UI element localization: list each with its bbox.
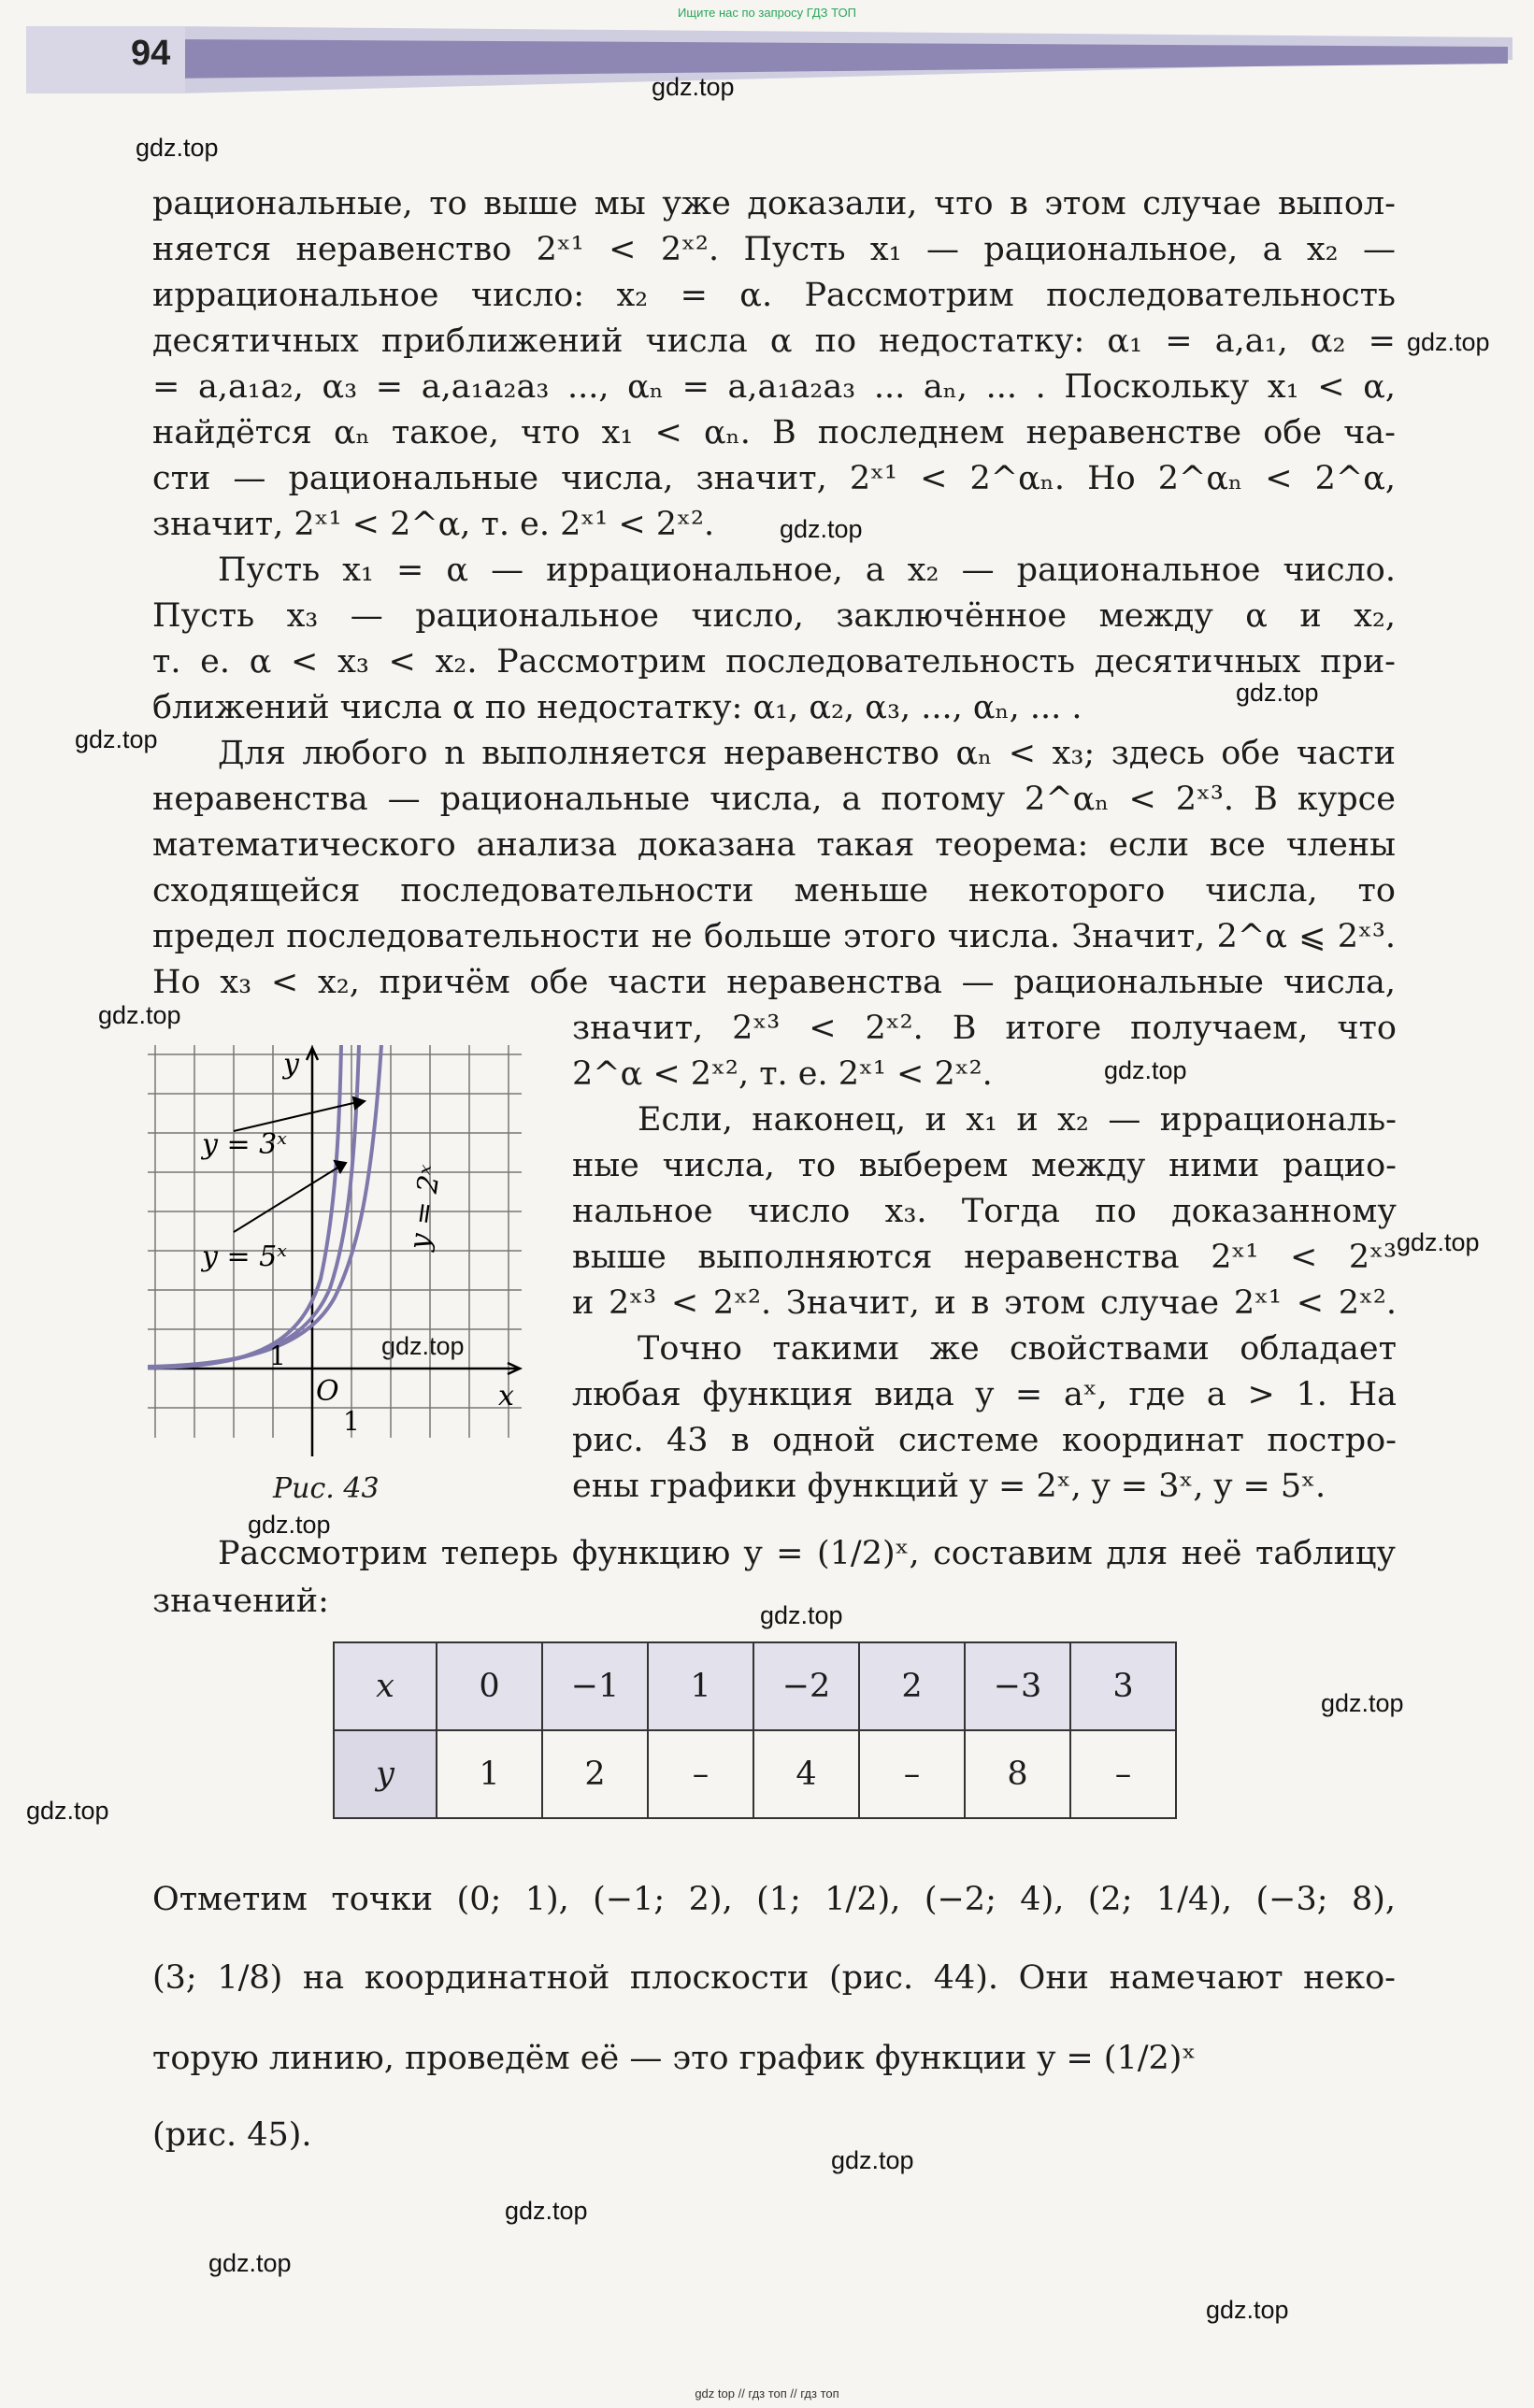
text-line: Для любого n выполняется неравенство αₙ < x₃; здесь обе части — [218, 735, 1396, 772]
figure-caption: Рис. 43 — [273, 1472, 380, 1505]
values-table — [333, 1641, 1177, 1819]
text-line: значений: — [152, 1583, 329, 1620]
text-line: предел последовательности не больше этого числа. Значит, 2^α ⩽ 2ˣ³. — [152, 918, 1396, 955]
text-line: сти — рациональные числа, значит, 2ˣ¹ < 2^αₙ. Но 2^αₙ < 2^α, — [152, 460, 1396, 497]
text-line: значит, 2ˣ¹ < 2^α, т. е. 2ˣ¹ < 2ˣ². — [152, 506, 715, 543]
watermark: gdz.top — [652, 73, 735, 101]
table-cell: – — [648, 1730, 753, 1818]
table-cell: 2 — [859, 1642, 965, 1730]
text-line: Если, наконец, и x₁ и x₂ — иррациональ- — [638, 1101, 1397, 1139]
watermark: gdz.top — [780, 515, 863, 543]
text-line: значит, 2ˣ³ < 2ˣ². В итоге получаем, что — [572, 1010, 1397, 1047]
watermark: gdz.top — [1206, 2296, 1289, 2324]
text-line: и 2ˣ³ < 2ˣ². Значит, и в этом случае 2ˣ¹ < 2ˣ². — [572, 1284, 1397, 1322]
text-line: ные числа, то выберем между ними рацио- — [572, 1147, 1397, 1184]
text-line: 2^α < 2ˣ², т. е. 2ˣ¹ < 2ˣ². — [572, 1055, 993, 1093]
watermark: gdz.top — [1104, 1056, 1187, 1084]
x-axis-label: x — [498, 1380, 514, 1412]
text-line: найдётся αₙ такое, что x₁ < αₙ. В последнем неравенстве обе ча- — [152, 414, 1396, 452]
text-line: (рис. 45). — [152, 2116, 312, 2154]
watermark: gdz.top — [381, 1332, 465, 1360]
watermark: gdz.top — [75, 725, 158, 753]
watermark: gdz.top — [1236, 679, 1319, 707]
text-line: Точно такими же свойствами обладает — [638, 1330, 1397, 1368]
text-line: нальное число x₃. Тогда по доказанному — [572, 1193, 1397, 1230]
watermark: gdz.top — [831, 2146, 914, 2174]
text-line: рис. 43 в одной системе координат постро- — [572, 1422, 1397, 1459]
y-axis-label: y — [283, 1048, 299, 1081]
text-line: десятичных приближений числа α по недостатку: α₁ = a,a₁, α₂ = — [152, 322, 1396, 360]
watermark: gdz.top — [248, 1511, 331, 1539]
text-line: (3; 1/8) на координатной плоскости (рис. 44). Они намечают неко- — [152, 1959, 1396, 1997]
watermark: gdz.top — [1321, 1689, 1404, 1717]
table-cell: 2 — [542, 1730, 648, 1818]
text-line: рациональные, то выше мы уже доказали, что в этом случае выпол- — [152, 185, 1396, 222]
watermark: gdz.top — [208, 2249, 292, 2277]
bottom-note: gdz top // гдз топ // гдз топ — [695, 2386, 839, 2401]
text-line: выше выполняются неравенства 2ˣ¹ < 2ˣ³ — [572, 1239, 1397, 1276]
table-cell: 0 — [437, 1642, 542, 1730]
page-number: 94 — [131, 34, 171, 73]
watermark: gdz.top — [1407, 328, 1490, 356]
text-line: Но x₃ < x₂, причём обе части неравенства — рациональные числа, — [152, 964, 1396, 1001]
text-line: любая функция вида y = aˣ, где a > 1. На — [572, 1376, 1397, 1413]
curve-label-5x: y = 5ˣ — [202, 1240, 287, 1273]
table-cell: – — [859, 1730, 965, 1818]
text-line: торую линию, проведём её — это график функции y = (1/2)ˣ — [152, 2040, 1197, 2077]
watermark: gdz.top — [136, 134, 219, 162]
table-cell: −3 — [965, 1642, 1070, 1730]
watermark: gdz.top — [1397, 1228, 1480, 1256]
text-line: Пусть x₁ = α — иррациональное, а x₂ — рациональное число. — [218, 552, 1396, 589]
x-unit-label: 1 — [343, 1406, 360, 1437]
text-line: ены графики функций y = 2ˣ, y = 3ˣ, y = 5ˣ. — [572, 1468, 1326, 1505]
text-line: Пусть x₃ — рациональное число, заключённое между α и x₂, — [152, 597, 1396, 635]
watermark: gdz.top — [760, 1601, 843, 1629]
table-cell: 8 — [965, 1730, 1070, 1818]
table-header-y: y — [334, 1730, 437, 1818]
curve-label-2x: y = 2ˣ — [403, 1163, 448, 1253]
text-line: иррациональное число: x₂ = α. Рассмотрим последовательность — [152, 277, 1396, 314]
text-line: т. е. α < x₃ < x₂. Рассмотрим последовательность десятичных при- — [152, 643, 1396, 681]
watermark: gdz.top — [26, 1797, 109, 1825]
text-line: Рассмотрим теперь функцию y = (1/2)ˣ, составим для неё таблицу — [218, 1535, 1396, 1572]
y-unit-label: 1 — [269, 1340, 286, 1371]
curve-label-3x: y = 3ˣ — [202, 1128, 287, 1161]
table-row-y — [334, 1730, 1176, 1818]
text-line: ближений числа α по недостатку: α₁, α₂, α₃, ..., αₙ, ... . — [152, 689, 1082, 726]
table-header-x: x — [334, 1642, 437, 1730]
page-header-band — [26, 21, 1512, 93]
figure-exponential-graphs — [148, 1045, 529, 1456]
text-line: неравенства — рациональные числа, а потому 2^αₙ < 2ˣ³. В курсе — [152, 781, 1396, 818]
text-line: Отметим точки (0; 1), (−1; 2), (1; 1/2), (−2; 4), (2; 1/4), (−3; 8), — [152, 1881, 1396, 1918]
origin-label: O — [316, 1375, 339, 1408]
watermark: gdz.top — [505, 2197, 588, 2225]
top-search-note: Ищите нас по запросу ГДЗ ТОП — [678, 6, 856, 20]
table-cell: – — [1070, 1730, 1176, 1818]
table-cell: 4 — [753, 1730, 859, 1818]
text-line: сходящейся последовательности меньше некоторого числа, то — [152, 872, 1396, 910]
table-cell: 1 — [648, 1642, 753, 1730]
text-line: = a,a₁a₂, α₃ = a,a₁a₂a₃ ..., αₙ = a,a₁a₂a₃ ... aₙ, ... . Поскольку x₁ < α, — [152, 368, 1396, 406]
text-line: няется неравенство 2ˣ¹ < 2ˣ². Пусть x₁ — рациональное, а x₂ — — [152, 231, 1396, 268]
table-cell: 3 — [1070, 1642, 1176, 1730]
table-cell: −1 — [542, 1642, 648, 1730]
table-cell: −2 — [753, 1642, 859, 1730]
table-row-x — [334, 1642, 1176, 1730]
text-line: математического анализа доказана такая теорема: если все члены — [152, 826, 1396, 864]
table-cell: 1 — [437, 1730, 542, 1818]
watermark: gdz.top — [98, 1001, 181, 1029]
